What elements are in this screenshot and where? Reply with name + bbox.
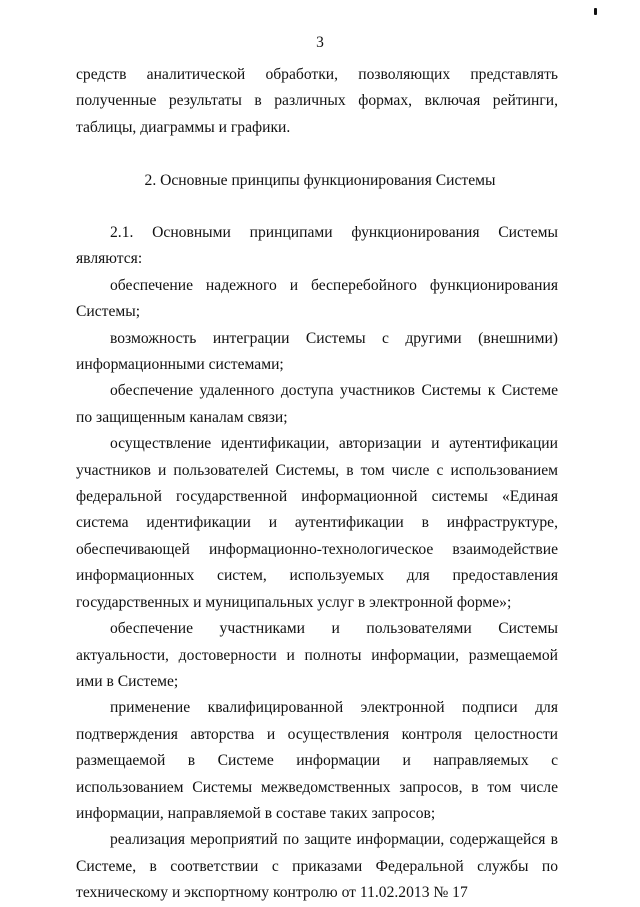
principles-list — [76, 220, 558, 907]
continuation-block — [76, 62, 558, 141]
paragraph-e-signature: применение квалифицированной электронной подписи для подтверждения авторства и осуществления контроля целостности размещаемой в Системе информации и направляемых с использованием Системы межведомственных запросов, в том числе информации, направляемой в составе таких запросов; — [76, 699, 558, 822]
paragraph-data-quality: обеспечение участниками и пользователями Системы актуальности, достоверности и полноты информации, размещаемой ими в Системе; — [76, 620, 558, 690]
paragraph-integration: возможность интеграции Системы с другими (внешними) информационными системами; — [76, 329, 558, 374]
page-number: 3 — [316, 34, 324, 51]
paragraph-reliability: обеспечение надежного и бесперебойного функционирования Системы; — [76, 276, 558, 321]
paragraph-remote-access: обеспечение удаленного доступа участников Системы к Системе по защищенным каналам связи; — [76, 382, 558, 426]
paragraph-intro: 2.1. Основными принципами функционирования Системы являются: — [76, 224, 558, 268]
scan-mark — [594, 8, 597, 15]
continuation-paragraph: средств аналитической обработки, позволяющих представлять полученные результаты в различных формах, включая рейтинги, таблицы, диаграммы и графики. — [76, 66, 558, 136]
section-heading: 2. Основные принципы функционирования Системы — [144, 172, 496, 189]
paragraph-identification: осуществление идентификации, авторизации и аутентификации участников и пользователей Системы, в том числе с использованием федеральной государственной информационной системы «Единая система идентификации и аутентификации в инфраструктуре, обеспечивающей информационно-технологическое взаимодействие информационных систем, используемых для предоставления государственных и муниципальных услуг в электронной форме»; — [76, 435, 558, 611]
paragraph-security-measures: реализация мероприятий по защите информации, содержащейся в Системе, в соответствии с приказами Федеральной службы по техническому и экспортному контролю от 11.02.2013 № 17 — [76, 831, 558, 902]
